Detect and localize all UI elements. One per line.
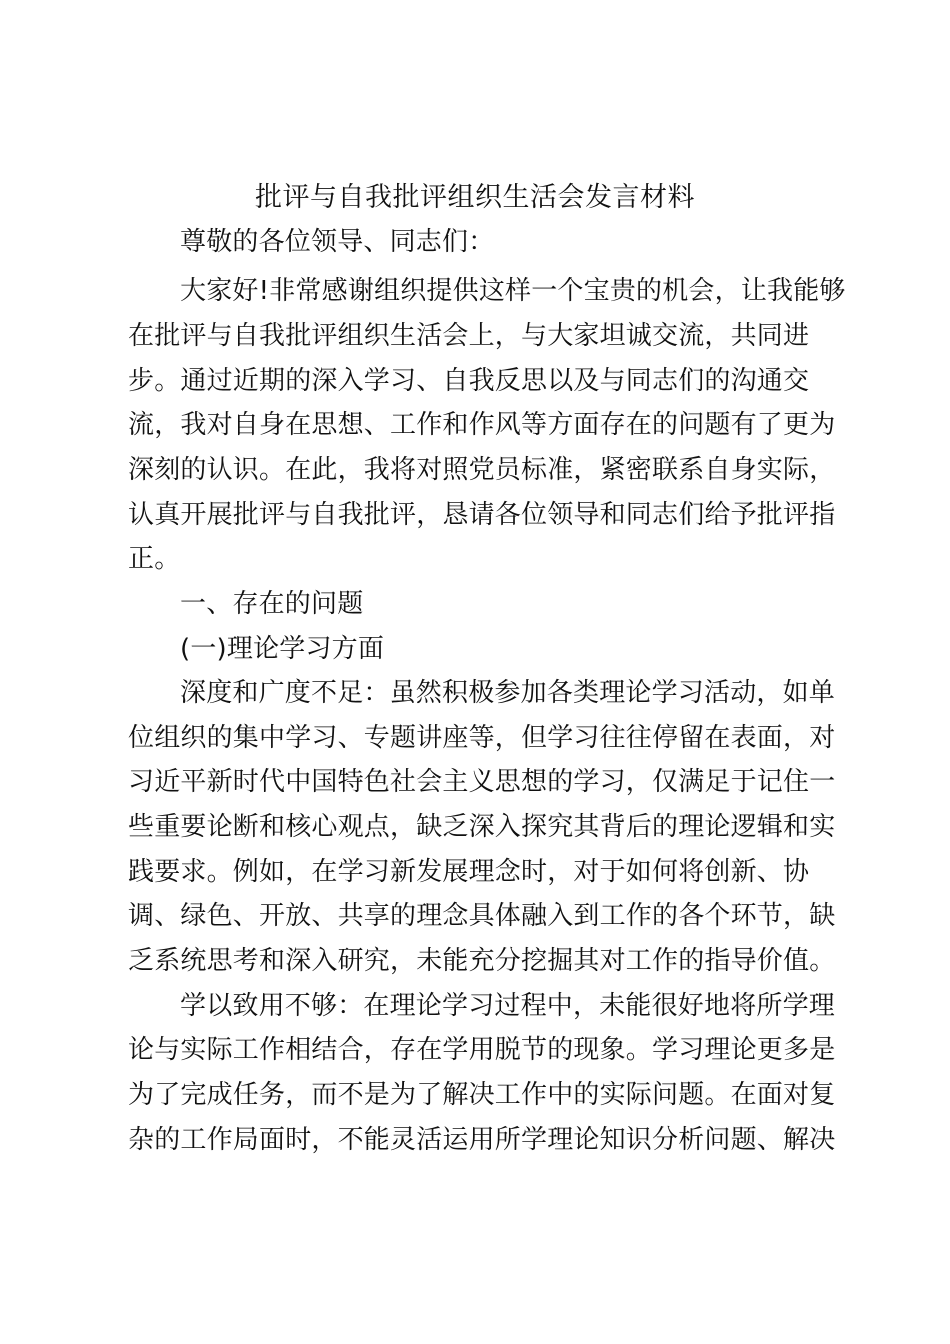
- salutation: 尊敬的各位领导、同志们：: [180, 227, 495, 257]
- paragraph-line: 深刻的认识。在此，我将对照党员标准，紧密联系自身实际，: [128, 455, 836, 485]
- paragraph-line: 杂的工作局面时，不能灵活运用所学理论知识分析问题、解决: [128, 1125, 836, 1155]
- paragraph-line: 学以致用不够：在理论学习过程中，未能很好地将所学理: [180, 991, 836, 1021]
- paragraph-line: 流，我对自身在思想、工作和作风等方面存在的问题有了更为: [128, 410, 836, 440]
- paragraph-line: 位组织的集中学习、专题讲座等，但学习往往停留在表面，对: [128, 723, 836, 753]
- paragraph-line: 乏系统思考和深入研究，未能充分挖掘其对工作的指导价值。: [128, 946, 836, 976]
- paragraph-line: 论与实际工作相结合，存在学用脱节的现象。学习理论更多是: [128, 1035, 836, 1065]
- document-title: 批评与自我批评组织生活会发言材料: [255, 182, 695, 213]
- section-subheading: (一)理论学习方面: [180, 634, 385, 664]
- paragraph-line: 些重要论断和核心观点，缺乏深入探究其背后的理论逻辑和实: [128, 812, 836, 842]
- paragraph-line: 习近平新时代中国特色社会主义思想的学习，仅满足于记住一: [128, 767, 836, 797]
- paragraph-line: 步。通过近期的深入学习、自我反思以及与同志们的沟通交: [128, 366, 810, 396]
- paragraph-line: 在批评与自我批评组织生活会上，与大家坦诚交流，共同进: [128, 321, 810, 351]
- section-heading: 一、存在的问题: [180, 589, 364, 619]
- paragraph-line: 大家好!非常感谢组织提供这样一个宝贵的机会，让我能够: [180, 276, 846, 306]
- paragraph-line: 深度和广度不足：虽然积极参加各类理论学习活动，如单: [180, 678, 836, 708]
- paragraph-line: 为了完成任务，而不是为了解决工作中的实际问题。在面对复: [128, 1080, 836, 1110]
- paragraph-line: 认真开展批评与自我批评，恳请各位领导和同志们给予批评指: [128, 500, 836, 530]
- paragraph-line: 调、绿色、开放、共享的理念具体融入到工作的各个环节，缺: [128, 901, 836, 931]
- paragraph-line: 正。: [128, 544, 181, 574]
- paragraph-line: 践要求。例如，在学习新发展理念时，对于如何将创新、协: [128, 857, 810, 887]
